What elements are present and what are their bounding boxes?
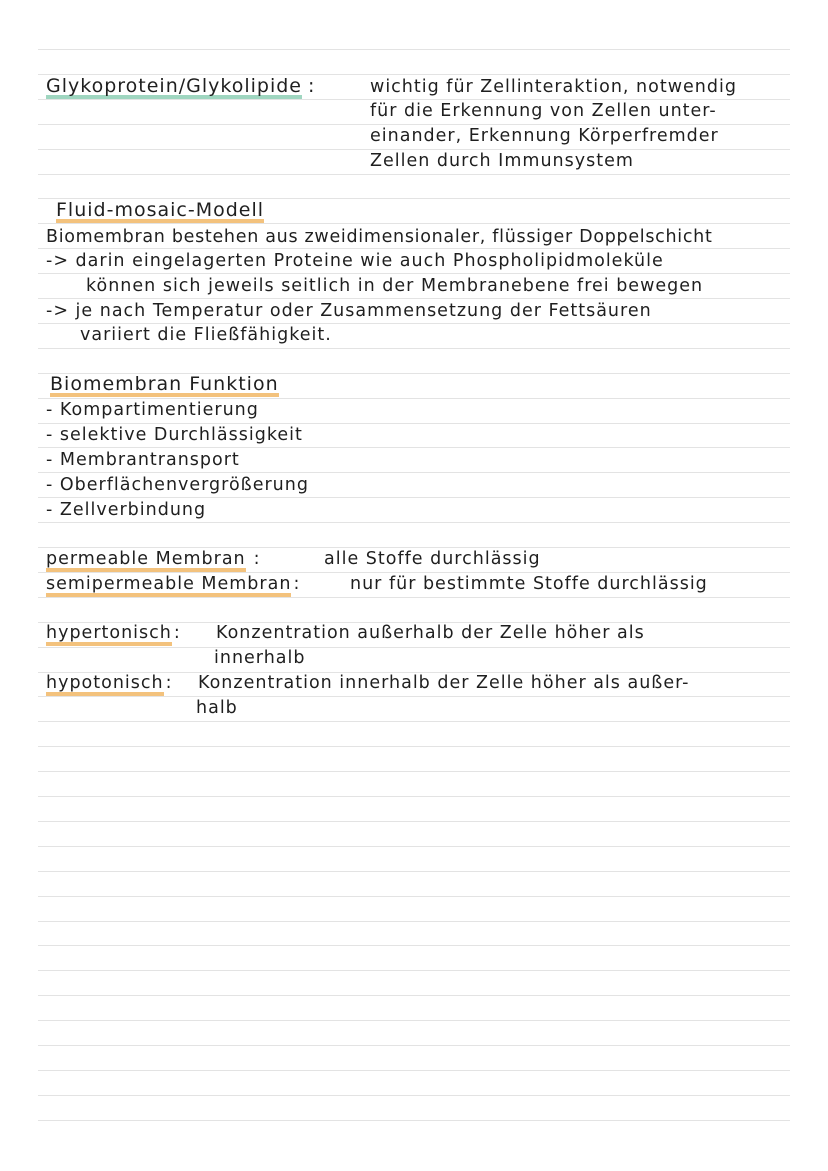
fluid-line-4: -> je nach Temperatur oder Zusammensetzung der Fettsäuren xyxy=(46,301,652,321)
ruled-line xyxy=(38,1120,790,1121)
funktion-item-3: - Membrantransport xyxy=(46,450,240,470)
funktion-item-1: - Kompartimentierung xyxy=(46,400,259,420)
semipermeable-term: semipermeable Membran xyxy=(46,572,291,597)
ruled-line xyxy=(38,746,790,747)
fluid-heading: Fluid-mosaic-Modell xyxy=(56,199,265,221)
ruled-line xyxy=(38,49,790,50)
ruled-line xyxy=(38,970,790,971)
funktion-item-2: - selektive Durchlässigkeit xyxy=(46,425,303,445)
ruled-line xyxy=(38,871,790,872)
ruled-line xyxy=(38,995,790,996)
hypertonisch-term: hypertonisch xyxy=(46,621,172,646)
glyko-def-line-4: Zellen durch Immunsystem xyxy=(370,151,634,171)
permeable-def: alle Stoffe durchlässig xyxy=(324,549,541,569)
ruled-line xyxy=(38,721,790,722)
ruled-line xyxy=(38,1045,790,1046)
semipermeable-row xyxy=(46,572,300,597)
permeable-row xyxy=(46,547,261,572)
hypertonisch-row xyxy=(46,621,181,646)
glyko-sep: : xyxy=(307,75,316,97)
hypertonisch-def-line-1: Konzentration außerhalb der Zelle höher als xyxy=(216,623,645,643)
hypotonisch-def-line-2: halb xyxy=(196,698,238,718)
ruled-line xyxy=(38,821,790,822)
hypotonisch-def-line-1: Konzentration innerhalb der Zelle höher als außer- xyxy=(198,673,690,693)
funktion-heading: Biomembran Funktion xyxy=(50,373,279,395)
permeable-term: permeable Membran xyxy=(46,547,246,572)
ruled-line xyxy=(38,771,790,772)
hypertonisch-def-line-2: innerhalb xyxy=(214,648,306,668)
hypotonisch-row xyxy=(46,671,173,696)
ruled-line xyxy=(38,348,790,349)
funktion-item-4: - Oberflächenvergrößerung xyxy=(46,475,309,495)
ruled-line xyxy=(38,796,790,797)
glyko-def-line-3: einander, Erkennung Körperfremder xyxy=(370,126,719,146)
ruled-line xyxy=(38,223,790,224)
hypotonisch-term: hypotonisch xyxy=(46,671,164,696)
fluid-line-5: variiert die Fließfähigkeit. xyxy=(80,325,332,345)
funktion-item-5: - Zellverbindung xyxy=(46,500,207,520)
fluid-line-3: können sich jeweils seitlich in der Membranebene frei bewegen xyxy=(86,276,704,296)
ruled-line xyxy=(38,921,790,922)
ruled-line xyxy=(38,696,790,697)
glyko-def-line-1: wichtig für Zellinteraktion, notwendig xyxy=(370,77,737,97)
semipermeable-def: nur für bestimmte Stoffe durchlässig xyxy=(350,574,708,594)
ruled-line xyxy=(38,597,790,598)
ruled-line xyxy=(38,1095,790,1096)
ruled-line xyxy=(38,174,790,175)
ruled-line xyxy=(38,1020,790,1021)
ruled-line xyxy=(38,945,790,946)
glyko-term-row xyxy=(46,74,315,99)
semipermeable-sep: : xyxy=(293,574,301,594)
ruled-line xyxy=(38,1070,790,1071)
ruled-line xyxy=(38,896,790,897)
hypertonisch-sep: : xyxy=(173,623,181,643)
hypotonisch-sep: : xyxy=(165,673,173,693)
ruled-line xyxy=(38,522,790,523)
fluid-line-1: Biomembran bestehen aus zweidimensionaler, flüssiger Doppelschicht xyxy=(46,227,713,247)
fluid-heading-row xyxy=(56,198,264,223)
funktion-heading-row xyxy=(50,372,279,397)
glyko-def-line-2: für die Erkennung von Zellen unter- xyxy=(370,101,717,121)
ruled-line xyxy=(38,846,790,847)
ruled-line xyxy=(38,647,790,648)
glyko-term: Glykoprotein/Glykolipide xyxy=(46,75,302,97)
fluid-line-2: -> darin eingelagerten Proteine wie auch Phospholipidmoleküle xyxy=(46,251,664,271)
permeable-sep: : xyxy=(253,549,261,569)
